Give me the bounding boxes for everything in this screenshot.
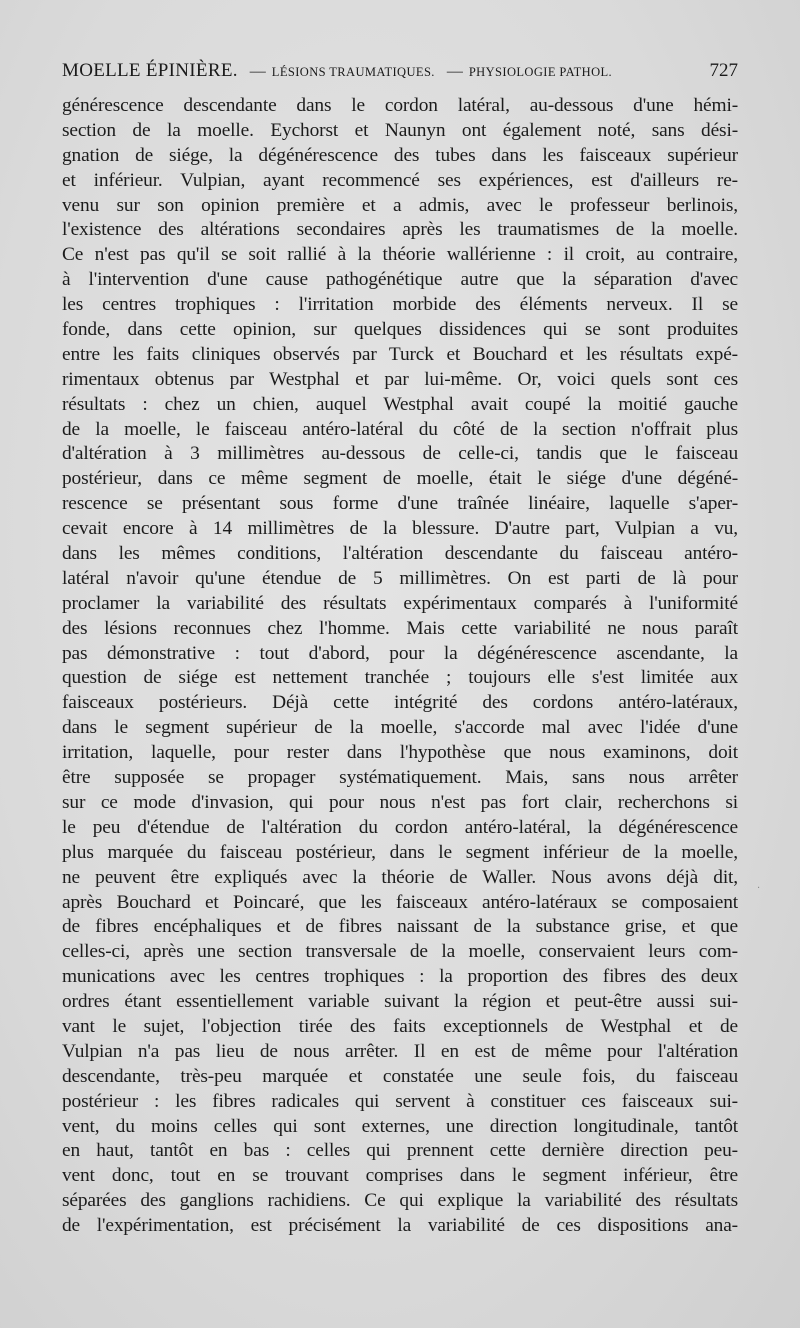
text-line: générescence descendante dans le cordon latéral, au-dessous d'une hémi- [62,95,738,116]
text-line: séparées des ganglions rachidiens. Ce qui explique la variabilité des résultats [62,1190,738,1212]
header-dash: — [446,63,463,80]
text-line: le peu d'étendue de l'altération du cordon antéro-latéral, la dégénérescence [62,816,738,838]
text-line: Vulpian n'a pas lieu de nous arrêter. Il en est de même pour l'altération [62,1040,738,1062]
header-dash: — [249,63,266,80]
text-line: vent, du moins celles qui sont externes, une direction longitudinale, tantôt [62,1115,738,1137]
text-line: postérieur : les fibres radicales qui servent à constituer ces faisceaux sui- [62,1090,738,1112]
text-line: venu sur son opinion première et a admis, avec le professeur berlinois, [62,194,738,216]
text-line: irritation, laquelle, pour rester dans l'hypothèse que nous examinons, doit [62,742,738,764]
text-line: rescence se présentant sous forme d'une traînée linéaire, laquelle s'aper- [62,493,738,515]
text-line: les centres trophiques : l'irritation morbide des éléments nerveux. Il se [62,294,738,316]
text-line: gnation de siége, la dégénérescence des tubes dans les faisceaux supérieur [62,144,738,166]
text-line: descendante, très-peu marquée et constatée une seule fois, du faisceau [62,1065,738,1087]
text-line: plus marquée du faisceau postérieur, dans le segment inférieur de la moelle, [62,841,738,863]
text-line: rimentaux obtenus par Westphal et par lui-même. Or, voici quels sont ces [62,368,738,390]
text-line: de fibres encéphaliques et de fibres naissant de la substance grise, et que [62,916,738,938]
subsection-title: PHYSIOLOGIE PATHOL. [468,65,613,79]
text-line: question de siége est nettement tranchée ; toujours elle s'est limitée aux [62,667,738,689]
text-line: faisceaux postérieurs. Déjà cette intégrité des cordons antéro-latéraux, [62,692,738,714]
section-title: LÉSIONS TRAUMATIQUES. [271,65,435,79]
text-line: sur ce mode d'invasion, qui pour nous n'est pas fort clair, recherchons si [62,791,738,813]
text-line: proclamer la variabilité des résultats expérimentaux comparés à l'uniformité [62,592,738,614]
chapter-title: MOELLE ÉPINIÈRE. [62,60,238,81]
text-line: section de la moelle. Eychorst et Naunyn ont également noté, sans dési- [62,119,738,141]
text-line: celles-ci, après une section transversale de la moelle, conservaient leurs com- [62,941,738,963]
text-line: latéral n'avoir qu'une étendue de 5 millimètres. On est parti de là pour [62,567,738,589]
text-line: Ce n'est pas qu'il se soit rallié à la théorie wallérienne : il croit, au contraire, [62,244,738,266]
text-line: dans le segment supérieur de la moelle, s'accorde mal avec l'idée d'une [62,717,738,739]
text-line: dans les mêmes conditions, l'altération descendante du faisceau antéro- [62,543,738,565]
text-line: ne peuvent être expliqués avec la théorie de Waller. Nous avons déjà dit, [62,866,738,888]
text-line: vent donc, tout en se trouvant comprises dans le segment inférieur, être [62,1165,738,1187]
body-text [62,94,738,1239]
text-line: cevait encore à 14 millimètres de la blessure. D'autre part, Vulpian a vu, [62,518,738,540]
text-line: et inférieur. Vulpian, ayant recommencé ses expériences, est d'ailleurs re- [62,169,738,191]
text-line: en haut, tantôt en bas : celles qui prennent cette dernière direction peu- [62,1140,738,1162]
page-number: 727 [709,60,738,81]
text-line: de l'expérimentation, est précisément la variabilité de ces dispositions ana- [62,1215,738,1237]
text-line: entre les faits cliniques observés par Turck et Bouchard et les résultats expé- [62,343,738,365]
text-line: être supposée se propager systématiquement. Mais, sans nous arrêter [62,767,738,789]
text-line: fonde, dans cette opinion, sur quelques dissidences qui se sont produites [62,319,738,341]
text-line: résultats : chez un chien, auquel Westphal avait coupé la moitié gauche [62,393,738,415]
text-line: l'existence des altérations secondaires après les traumatismes de la moelle. [62,219,738,241]
running-head [62,60,738,88]
running-head-left [62,60,612,82]
text-line: ordres étant essentiellement variable suivant la région et peut-être aussi sui- [62,991,738,1013]
text-line: postérieur, dans ce même segment de moelle, était le siége d'une dégéné- [62,468,738,490]
text-line: après Bouchard et Poincaré, que les faisceaux antéro-latéraux se composaient [62,891,738,913]
margin-speck: · [757,883,761,894]
text-line: munications avec les centres trophiques : la proportion des fibres des deux [62,966,738,988]
text-line: pas démonstrative : tout d'abord, pour la dégénérescence ascendante, la [62,642,738,664]
text-line: à l'intervention d'une cause pathogénétique autre que la séparation d'avec [62,269,738,291]
text-line: de la moelle, le faisceau antéro-latéral du côté de la section n'offrait plus [62,418,738,440]
text-line: vant le sujet, l'objection tirée des faits exceptionnels de Westphal et de [62,1015,738,1037]
text-line: d'altération à 3 millimètres au-dessous de celle-ci, tandis que le faisceau [62,443,738,465]
text-line: des lésions reconnues chez l'homme. Mais cette variabilité ne nous paraît [62,617,738,639]
